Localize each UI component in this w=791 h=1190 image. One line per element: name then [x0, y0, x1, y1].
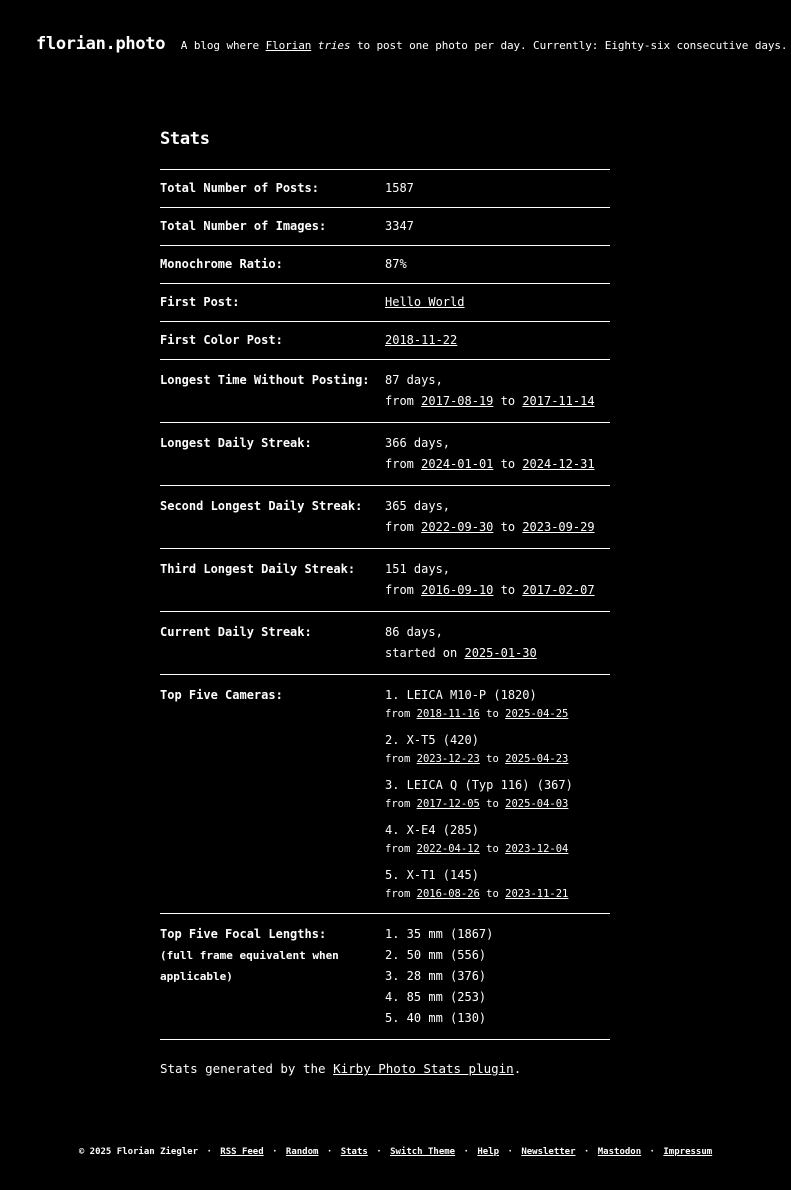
- stats-row-first-color-post: [160, 322, 610, 360]
- footer-link-mastodon[interactable]: Mastodon: [597, 1147, 642, 1157]
- stat-range: [385, 454, 610, 475]
- florian-link[interactable]: Florian: [265, 39, 312, 52]
- first-color-post-link[interactable]: 2018-11-22: [385, 333, 458, 347]
- date-link[interactable]: 2017-11-14: [522, 394, 595, 408]
- stat-label: Monochrome Ratio:: [160, 246, 385, 284]
- camera-range: [385, 841, 610, 858]
- date-link[interactable]: 2024-01-01: [421, 457, 494, 471]
- stat-value: 1587: [385, 170, 610, 208]
- camera-range: [385, 751, 610, 768]
- date-link[interactable]: 2022-04-12: [416, 843, 480, 855]
- stats-content: [160, 128, 610, 1076]
- stat-value: [385, 486, 610, 549]
- stat-label: Current Daily Streak:: [160, 612, 385, 675]
- camera-range: [385, 796, 610, 813]
- stat-value: 87%: [385, 246, 610, 284]
- camera-name: 4. X-E4 (285): [385, 823, 479, 837]
- stats-row-longest-gap: [160, 360, 610, 423]
- date-link[interactable]: 2025-04-03: [505, 798, 569, 810]
- to-word: to: [500, 583, 516, 597]
- date-link[interactable]: 2023-12-23: [416, 753, 480, 765]
- tagline-emphasis: tries: [317, 39, 351, 52]
- date-link[interactable]: 2022-09-30: [421, 520, 494, 534]
- date-link[interactable]: 2016-08-26: [416, 888, 480, 900]
- stat-label: Third Longest Daily Streak:: [160, 549, 385, 612]
- date-link[interactable]: 2023-11-21: [505, 888, 569, 900]
- stats-row-monochrome-ratio: [160, 246, 610, 284]
- to-word: to: [500, 520, 516, 534]
- to-word: to: [486, 843, 499, 855]
- stat-label: First Color Post:: [160, 322, 385, 360]
- to-word: to: [486, 753, 499, 765]
- footer-link-switch-theme[interactable]: Switch Theme: [390, 1147, 456, 1157]
- stat-days: 365 days,: [385, 499, 451, 513]
- date-link[interactable]: 2016-09-10: [421, 583, 494, 597]
- from-word: from: [385, 583, 414, 597]
- camera-name: 1. LEICA M10-P (1820): [385, 688, 537, 702]
- stat-label: First Post:: [160, 284, 385, 322]
- stats-row-total-images: [160, 208, 610, 246]
- from-word: from: [385, 394, 414, 408]
- to-word: to: [486, 888, 499, 900]
- from-word: from: [385, 798, 411, 810]
- focal-item: 1. 35 mm (1867): [385, 927, 494, 941]
- focal-item: 4. 85 mm (253): [385, 990, 487, 1004]
- separator: ·: [649, 1147, 655, 1157]
- page-title: Stats: [160, 129, 210, 149]
- copyright: © 2025 Florian Ziegler: [78, 1147, 199, 1157]
- stat-range: [385, 517, 610, 538]
- stat-range: [385, 580, 610, 601]
- camera-name: 3. LEICA Q (Typ 116) (367): [385, 778, 573, 792]
- stat-days: 151 days,: [385, 562, 451, 576]
- camera-item: [385, 685, 610, 723]
- footnote-prefix: Stats generated by the: [160, 1061, 334, 1076]
- stats-row-top-focal-lengths: [160, 914, 610, 1040]
- camera-name: 5. X-T1 (145): [385, 868, 479, 882]
- date-link[interactable]: 2024-12-31: [522, 457, 595, 471]
- stat-value: 3347: [385, 208, 610, 246]
- stat-value: [385, 322, 610, 360]
- focal-item: 3. 28 mm (376): [385, 969, 487, 983]
- focal-list: [385, 914, 610, 1040]
- stat-value: [385, 284, 610, 322]
- stat-value: [385, 549, 610, 612]
- camera-item: [385, 730, 610, 768]
- from-word: from: [385, 708, 411, 720]
- date-link[interactable]: 2025-01-30: [464, 646, 537, 660]
- footer-link-rss[interactable]: RSS Feed: [220, 1147, 264, 1157]
- stat-label: Top Five Cameras:: [160, 675, 385, 914]
- tagline-suffix: to post one photo per day. Currently: Eighty-six consecutive days.: [350, 39, 788, 52]
- focal-item: 2. 50 mm (556): [385, 948, 487, 962]
- focal-label: Top Five Focal Lengths:: [160, 927, 327, 941]
- stats-row-total-posts: [160, 170, 610, 208]
- from-word: from: [385, 843, 411, 855]
- to-word: to: [500, 394, 516, 408]
- footer-link-help[interactable]: Help: [477, 1147, 500, 1157]
- stats-row-longest-streak: [160, 423, 610, 486]
- footer-link-stats[interactable]: Stats: [340, 1147, 368, 1157]
- stats-footnote: [160, 1061, 610, 1076]
- separator: ·: [206, 1147, 212, 1157]
- tagline-prefix: A blog where: [180, 39, 266, 52]
- camera-item: [385, 820, 610, 858]
- separator: ·: [376, 1147, 382, 1157]
- stats-table: [160, 169, 610, 1040]
- to-word: to: [486, 708, 499, 720]
- stat-label: [160, 914, 385, 1040]
- camera-range: [385, 706, 610, 723]
- from-word: from: [385, 520, 414, 534]
- stat-label: Longest Time Without Posting:: [160, 360, 385, 423]
- stat-days: 366 days,: [385, 436, 451, 450]
- stats-row-second-streak: [160, 486, 610, 549]
- stats-row-third-streak: [160, 549, 610, 612]
- camera-item: [385, 775, 610, 813]
- date-link[interactable]: 2017-08-19: [421, 394, 494, 408]
- date-link[interactable]: 2025-04-23: [505, 753, 569, 765]
- camera-range: [385, 886, 610, 903]
- date-link[interactable]: 2017-12-05: [416, 798, 480, 810]
- plugin-link[interactable]: Kirby Photo Stats plugin: [333, 1061, 514, 1076]
- separator: ·: [463, 1147, 469, 1157]
- from-word: from: [385, 753, 411, 765]
- date-link[interactable]: 2023-12-04: [505, 843, 569, 855]
- camera-name: 2. X-T5 (420): [385, 733, 479, 747]
- separator: ·: [272, 1147, 278, 1157]
- stat-range: [385, 643, 610, 664]
- stat-value: [385, 612, 610, 675]
- site-header: [36, 34, 787, 54]
- stats-row-first-post: [160, 284, 610, 322]
- from-word: from: [385, 888, 411, 900]
- to-word: to: [500, 457, 516, 471]
- stat-label: Total Number of Images:: [160, 208, 385, 246]
- stats-row-top-cameras: [160, 675, 610, 914]
- site-footer: [0, 1147, 791, 1157]
- first-post-link[interactable]: Hello World: [385, 295, 465, 309]
- stat-label: Second Longest Daily Streak:: [160, 486, 385, 549]
- separator: ·: [326, 1147, 333, 1157]
- date-link[interactable]: 2023-09-29: [522, 520, 595, 534]
- date-link[interactable]: 2018-11-16: [416, 708, 480, 720]
- separator: ·: [583, 1147, 590, 1157]
- stat-days: 87 days,: [385, 373, 443, 387]
- from-word: from: [385, 457, 414, 471]
- focal-item: 5. 40 mm (130): [385, 1011, 487, 1025]
- stat-label: Longest Daily Streak:: [160, 423, 385, 486]
- site-title-link[interactable]: florian.photo: [36, 34, 166, 54]
- stat-label: Total Number of Posts:: [160, 170, 385, 208]
- camera-item: [385, 865, 610, 903]
- to-word: to: [486, 798, 499, 810]
- date-link[interactable]: 2025-04-25: [505, 708, 569, 720]
- stat-value: [385, 423, 610, 486]
- started-on-text: started on: [385, 646, 458, 660]
- footnote-suffix: .: [513, 1061, 522, 1076]
- stat-days: 86 days,: [385, 625, 443, 639]
- footer-link-newsletter[interactable]: Newsletter: [521, 1147, 576, 1157]
- tagline: [181, 39, 788, 52]
- separator: ·: [507, 1147, 513, 1157]
- date-link[interactable]: 2017-02-07: [522, 583, 595, 597]
- stat-value: [385, 360, 610, 423]
- stats-row-current-streak: [160, 612, 610, 675]
- focal-sublabel: (full frame equivalent when applicable): [160, 949, 339, 983]
- footer-link-impressum[interactable]: Impressum: [663, 1147, 713, 1157]
- footer-link-random[interactable]: Random: [285, 1147, 319, 1157]
- stat-range: [385, 391, 610, 412]
- camera-list: [385, 675, 610, 914]
